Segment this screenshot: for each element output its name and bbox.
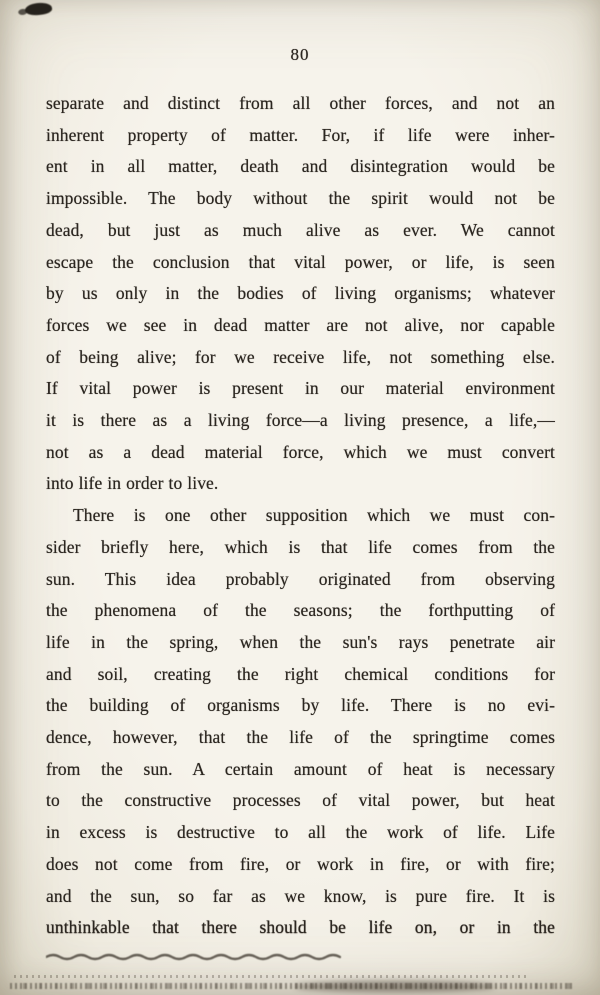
text-line: and soil, creating the right chemical conditions for xyxy=(46,663,555,684)
text-line: escape the conclusion that vital power, or life, is seen xyxy=(46,251,555,272)
text-line: If vital power is present in our material environment xyxy=(46,378,555,399)
text-line: dence, however, that the life of the springtime comes xyxy=(46,727,555,748)
text-line: the building of organisms by life. There is no evi- xyxy=(46,695,555,716)
text-line: does not come from fire, or work in fire, or with fire; xyxy=(46,853,555,874)
text-line: in excess is destructive to all the work of life. Life xyxy=(46,822,555,843)
text-line: forces we see in dead matter are not alive, nor capable xyxy=(46,314,555,335)
text-line: the phenomena of the seasons; the forthputting of xyxy=(46,600,555,621)
smudge-underline-artifact xyxy=(46,952,341,961)
page-number: 80 xyxy=(290,45,310,64)
text-line: impossible. The body without the spirit would not be xyxy=(46,188,555,209)
text-line: inherent property of matter. For, if life were inher- xyxy=(46,124,555,145)
text-line: There is one other supposition which we must con- xyxy=(73,505,555,526)
text-line: of being alive; for we receive life, not something else. xyxy=(46,346,555,367)
text-line: ent in all matter, death and disintegration would be xyxy=(46,156,555,177)
text-line: and the sun, so far as we know, is pure fire. It is xyxy=(46,885,555,906)
text-line: to the constructive processes of vital power, but heat xyxy=(46,790,555,811)
text-block xyxy=(46,88,555,944)
text-line: unthinkable that there should be life on, or in the xyxy=(46,917,555,938)
text-line: into life in order to live. xyxy=(46,473,219,494)
text-line: it is there as a living force—a living presence, a life,— xyxy=(46,410,555,431)
text-line: not as a dead material force, which we must convert xyxy=(46,441,555,462)
text-line: from the sun. A certain amount of heat is necessary xyxy=(46,758,555,779)
scan-noise-smudge-artifact xyxy=(295,981,495,992)
ink-smudge-artifact xyxy=(24,1,52,16)
text-line: by us only in the bodies of living organisms; whatever xyxy=(46,283,555,304)
text-line: sider briefly here, which is that life comes from the xyxy=(46,536,555,557)
text-line: dead, but just as much alive as ever. We cannot xyxy=(46,219,555,240)
text-line: separate and distinct from all other forces, and not an xyxy=(46,93,555,113)
scan-noise-row-artifact xyxy=(14,975,530,978)
text-line: sun. This idea probably originated from observing xyxy=(46,568,555,589)
text-line: life in the spring, when the sun's rays penetrate air xyxy=(46,631,555,652)
